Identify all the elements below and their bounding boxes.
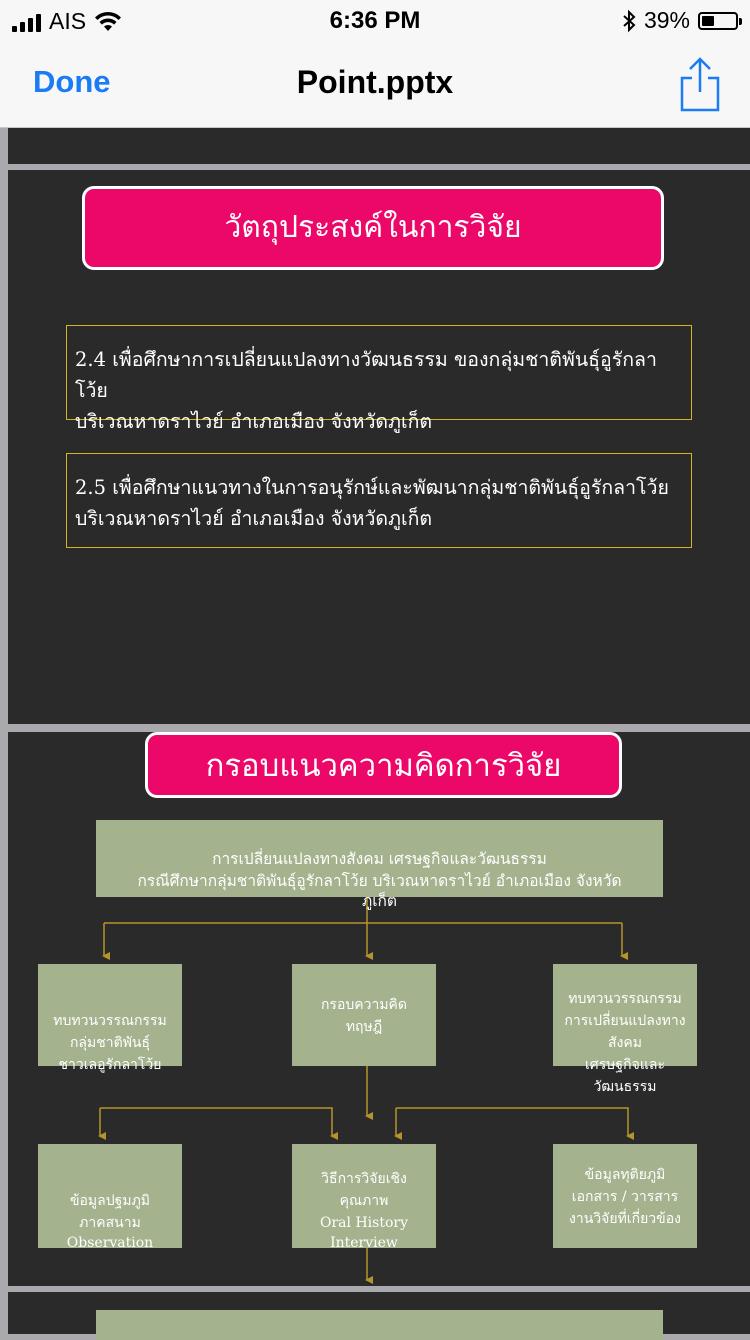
box-line: วัฒนธรรม (593, 1079, 657, 1095)
primary-data-box (38, 1144, 182, 1251)
battery-fill (702, 16, 714, 26)
box-line: วิธีการวิจัยเชิง (321, 1171, 407, 1187)
box-line: ข้อมูลทุติยภูมิ (584, 1167, 666, 1183)
slide-objectives[interactable] (8, 170, 750, 724)
status-right (622, 7, 738, 34)
box-line: การเปลี่ยนแปลงทางสังคม เศรษฐกิจและวัฒนธรรม (212, 850, 547, 868)
box-line: Interview (330, 1235, 398, 1251)
battery-percent: 39% (643, 7, 690, 33)
slide-next[interactable] (8, 1292, 750, 1334)
literature-review-change-box (553, 964, 697, 1095)
framework-top-box (96, 820, 663, 910)
slide-title-text: กรอบแนวความคิดการวิจัย (205, 748, 562, 784)
box-line: ทฤษฎี (345, 1019, 383, 1035)
objective-line: บริเวณหาดราไวย์ อำเภอเมือง จังหวัดภูเก็ต (75, 410, 433, 433)
box-line: ทบทวนวรรณกรรม (568, 991, 682, 1007)
box-line: คุณภาพ (339, 1193, 389, 1209)
done-button[interactable]: Done (33, 64, 111, 99)
box-line: งานวิจัยที่เกี่ยวข้อง (569, 1211, 681, 1227)
carrier-label: AIS (49, 8, 87, 34)
slide-title (82, 186, 664, 270)
box-line: Oral History (320, 1215, 408, 1231)
box-line: ชาวเลอูรักลาโว้ย (58, 1057, 162, 1073)
box-line: เศรษฐกิจและ (585, 1057, 665, 1073)
battery-icon (698, 12, 738, 30)
secondary-data-box (553, 1144, 697, 1248)
box-line: ข้อมูลปฐมภูมิ (69, 1193, 151, 1209)
box-line: กรอบความคิด (320, 997, 408, 1013)
slide-previous[interactable] (8, 128, 750, 164)
objective-line: บริเวณหาดราไวย์ อำเภอเมือง จังหวัดภูเก็ต (75, 507, 433, 530)
box-line: กลุ่มชาติพันธุ์ (69, 1035, 151, 1051)
objective-box (66, 453, 692, 548)
document-title: Point.pptx (296, 64, 454, 100)
box-line: ทบทวนวรรณกรรม (53, 1013, 167, 1029)
box-line: การเปลี่ยนแปลงทาง (564, 1013, 686, 1029)
objective-line: 2.5 เพื่อศึกษาแนวทางในการอนุรักษ์และพัฒนากลุ่มชาติพันธุ์อูรักลาโว้ย (75, 476, 669, 499)
box-line: Observation (66, 1235, 154, 1251)
bluetooth-icon (622, 9, 636, 33)
literature-review-ethnic-box (38, 964, 182, 1073)
box-line: กรณีศึกษากลุ่มชาติพันธุ์อูรักลาโว้ย บริเวณหาดราไวย์ อำเภอเมือง จังหวัด (137, 872, 622, 890)
slide-title-text: วัตถุประสงค์ในการวิจัย (224, 210, 522, 245)
box-line: ภูเก็ต (362, 892, 397, 910)
navigation-bar (0, 42, 750, 128)
box-line: สังคม (608, 1035, 642, 1051)
share-icon[interactable] (678, 56, 722, 112)
slide-framework[interactable] (8, 732, 750, 1286)
objective-box (66, 325, 692, 433)
status-time: 6:36 PM (329, 7, 421, 34)
objective-line: 2.4 เพื่อศึกษาการเปลี่ยนแปลงทางวัฒนธรรม ของกลุ่มชาติพันธุ์อูรักลาโว้ย (75, 348, 657, 402)
conceptual-theory-box (292, 964, 436, 1066)
next-slide-box (96, 1310, 663, 1340)
box-line: ภาคสนาม (79, 1215, 141, 1231)
box-line: เอกสาร / วารสาร (571, 1189, 679, 1205)
status-bar (0, 0, 750, 42)
qualitative-method-box (292, 1144, 436, 1251)
